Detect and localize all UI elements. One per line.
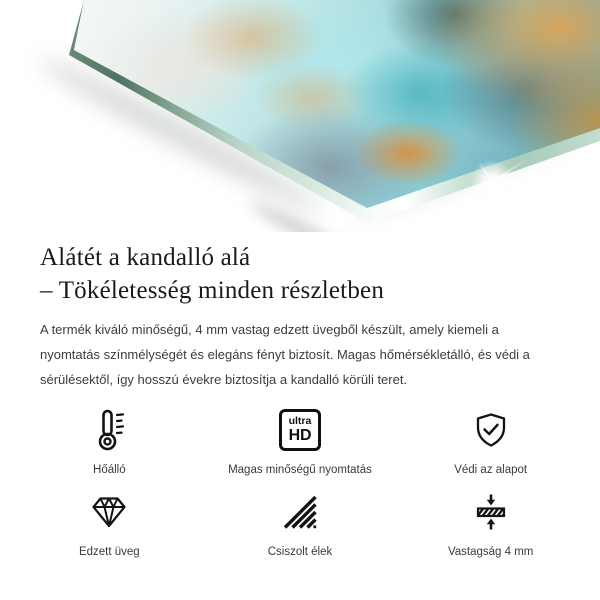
hero-section: [0, 0, 600, 232]
feature-label: Hőálló: [93, 464, 126, 476]
page-title-line2: – Tökéletesség minden részletben: [40, 276, 385, 304]
feature-heat-resistant: [14, 408, 205, 476]
feature-label: Edzett üveg: [78, 546, 140, 558]
page-title-line1: Alátét a kandalló alá: [40, 244, 251, 271]
ultra-hd-badge-bottom: HD: [288, 426, 312, 444]
feature-label: Magas minőségű nyomtatás: [228, 464, 372, 476]
feature-base-protection: [395, 408, 586, 476]
ultra-hd-badge-top: ultra: [288, 415, 312, 428]
feature-label: Vastagság 4 mm: [447, 546, 534, 558]
product-description: A termék kiváló minőségű, 4 mm vastag edzett üvegből készült, amely kiemeli a nyomtatás színmélységét és elegáns fényt biztosít. Magas hőmérsékletálló, és védi a sérülésektől, így hosszú évekre biztosítja a kandalló körüli teret.: [40, 322, 530, 387]
shield-check-icon: [472, 408, 510, 452]
feature-tempered-glass: [14, 490, 205, 558]
thermometer-icon: [92, 408, 126, 452]
page-title: [40, 242, 600, 307]
feature-print-quality: [205, 408, 396, 476]
thickness-arrows-icon: [472, 490, 510, 534]
polished-edges-icon: [282, 490, 318, 534]
features-grid: [0, 392, 600, 558]
feature-label: Védi az alapot: [454, 464, 528, 476]
feature-polished-edges: [205, 490, 396, 558]
diamond-icon: [90, 490, 128, 534]
ultra-hd-icon: [279, 408, 321, 452]
feature-thickness: [395, 490, 586, 558]
feature-label: Csiszolt élek: [267, 546, 333, 558]
